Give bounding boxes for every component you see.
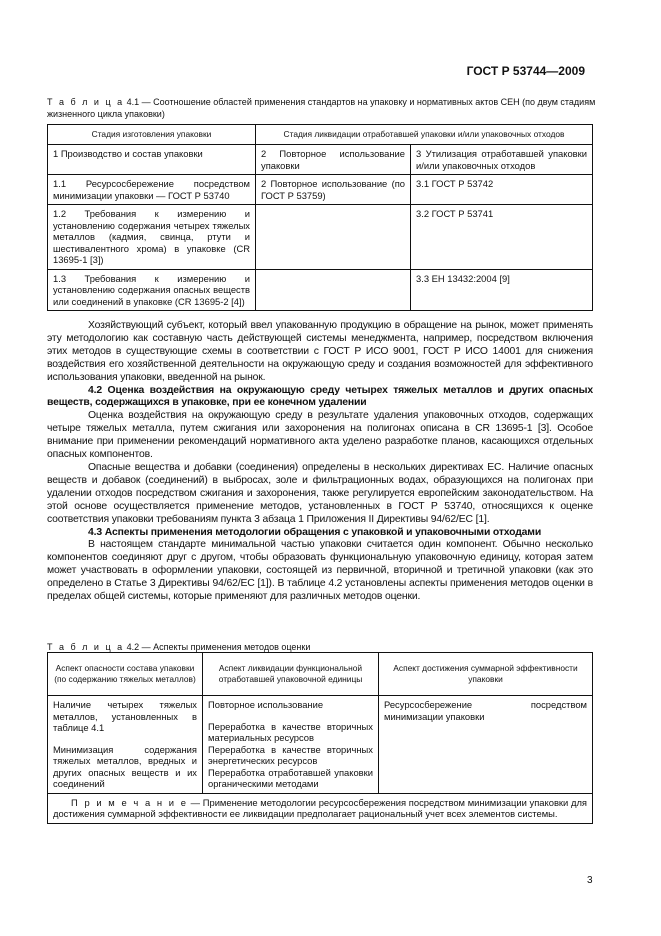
table-note bbox=[48, 793, 593, 823]
table-cell: 3 Утилизация отработавшей упаковки и/или упаковочных отходов bbox=[411, 145, 593, 175]
table-header-cell: Аспект ликвидации функциональной отработавшей упаковочной единицы bbox=[203, 653, 379, 696]
cell-line: Переработка в качестве вторичных энергетических ресурсов bbox=[208, 743, 373, 766]
table-cell: 3.2 ГОСТ Р 53741 bbox=[411, 205, 593, 270]
table-cell: 3.3 ЕН 13432:2004 [9] bbox=[411, 269, 593, 311]
cell-line: Повторное использование bbox=[208, 699, 324, 710]
table-cell: 1 Производство и состав упаковки bbox=[48, 145, 256, 175]
table-cell: 2 Повторное использование (по ГОСТ Р 53759) bbox=[256, 175, 411, 205]
paragraph: Хозяйствующий субъект, который ввел упакованную продукцию в обращение на рынок, может применять эту методологию как составную часть действующей системы менеджмента, например, посредством включения этих методов в существующие схемы в соответствии с ГОСТ Р ИСО 9001, ГОСТ Р ИСО 14001 для снижения воздействия его хозяйственной деятельности на окружающую среду и создания возможностей для эффективного использования упаковки, введенной на рынок. bbox=[47, 320, 593, 383]
table2-caption-label: Т а б л и ц а bbox=[47, 642, 125, 652]
document-id: ГОСТ Р 53744—2009 bbox=[466, 64, 585, 78]
table-row bbox=[48, 696, 593, 794]
table-header-cell: Аспект опасности состава упаковки (по содержанию тяжелых металлов) bbox=[48, 653, 203, 696]
table-row bbox=[48, 269, 593, 311]
table1-caption-text: 4.1 — Соотношение областей применения стандартов на упаковку и нормативных актов СЕН (по двум стадиям жизненного цикла упаковки) bbox=[47, 97, 596, 119]
cell-line: Ресурсосбережение посредством минимизации упаковки bbox=[384, 699, 587, 722]
table-cell: 1.2 Требования к измерению и установлению содержания четырех тяжелых металлов (кадмия, свинца, ртути и шестивалентного хрома) в упаковке (CR 13695-1 [3]) bbox=[48, 205, 256, 270]
cell-line: Минимизация содержания тяжелых металлов, вредных и других опасных веществ и их соединений bbox=[53, 743, 197, 789]
cell-line: Наличие четырех тяжелых металлов, установленных в таблице 4.1 bbox=[53, 699, 197, 733]
table-cell bbox=[256, 205, 411, 270]
section-heading-4-3: 4.3 Аспекты применения методологии обращения с упаковкой и упаковочными отходами bbox=[88, 526, 542, 538]
table2-caption-text: 4.2 — Аспекты применения методов оценки bbox=[126, 642, 311, 652]
table-cell: 1.1 Ресурсосбережение посредством минимизации упаковки — ГОСТ Р 53740 bbox=[48, 175, 256, 205]
paragraph: Опасные вещества и добавки (соединения) определены в нескольких директивах ЕС. Наличие опасных веществ и добавок (соединений) в выбросах, золе и фильтрационных водах, образующихся на полигонах при удалении отходов посредством сжигания и захоронения, также регулируется европейским законодательством. На этой основе осуществляется применение методов, установленных в ГОСТ Р 53740, относящихся к оценке соответствия упаковки требованиям пункта 3 абзаца 1 Приложения II Директивы 94/62/ЕС [1]. bbox=[47, 461, 593, 525]
table-header-cell: Стадия ликвидации отработавшей упаковки и/или упаковочных отходов bbox=[256, 125, 593, 145]
table-cell: 2 Повторное использование упаковки bbox=[256, 145, 411, 175]
table-cell: 3.1 ГОСТ Р 53742 bbox=[411, 175, 593, 205]
paragraph: В настоящем стандарте минимальной частью упаковки считается один компонент. Обычно несколько компонентов соединяют друг с другом, чтобы образовать функциональную упаковочную единицу, которая затем может участвовать в оформлении упаковки, состоящей из первичной, вторичной и третичной упаковки (как это определено в Статье 3 Директивы 94/62/ЕС [1]). В таблице 4.2 установлены аспекты применения методов оценки в пределах общей системы, которые применяют для различных методов оценки. bbox=[47, 539, 593, 603]
table1-caption-label: Т а б л и ц а bbox=[47, 97, 125, 107]
table-cell: 1.3 Требования к измерению и установлению содержания опасных веществ или соединений в упаковке (CR 13695-2 [4]) bbox=[48, 269, 256, 311]
cell-line: Переработка отработавшей упаковки органическими методами bbox=[208, 766, 373, 789]
cell-line: Переработка в качестве вторичных материальных ресурсов bbox=[208, 720, 373, 743]
table-header-row bbox=[48, 125, 593, 145]
table-row bbox=[48, 145, 593, 175]
table-header-cell: Аспект достижения суммарной эффективности упаковки bbox=[379, 653, 593, 696]
table-row bbox=[48, 205, 593, 270]
table-4-2 bbox=[47, 652, 593, 824]
table-cell bbox=[48, 696, 203, 794]
table-cell bbox=[379, 696, 593, 794]
table1-caption bbox=[47, 96, 607, 120]
table-header-row bbox=[48, 653, 593, 696]
table-header-cell: Стадия изготовления упаковки bbox=[48, 125, 256, 145]
table-note-row bbox=[48, 793, 593, 823]
paragraph: Оценка воздействия на окружающую среду в результате удаления упаковочных отходов, содержащих четыре тяжелых металла, путем сжигания или захоронения на полигонах описана в CR 13695-1 [3]. Особое внимание при применении рекомендаций нормативного акта уделено разработке планов, касающихся отдельных опасных компонентов. bbox=[47, 410, 593, 461]
table-row bbox=[48, 175, 593, 205]
table-cell bbox=[256, 269, 411, 311]
page-number: 3 bbox=[587, 875, 593, 886]
body-text bbox=[47, 320, 593, 604]
note-text: — Применение методологии ресурсосбережения посредством минимизации упаковки для достижения суммарной эффективности ее ликвидации предполагает рациональный учет всех элементов системы. bbox=[53, 796, 587, 819]
section-heading-4-2: 4.2 Оценка воздействия на окружающую среду четырех тяжелых металлов и других опасных веществ, содержащихся в упаковке, при ее конечном удалении bbox=[47, 384, 593, 409]
table-4-1 bbox=[47, 124, 593, 311]
table-cell bbox=[203, 696, 379, 794]
note-label: П р и м е ч а н и е bbox=[71, 796, 188, 808]
